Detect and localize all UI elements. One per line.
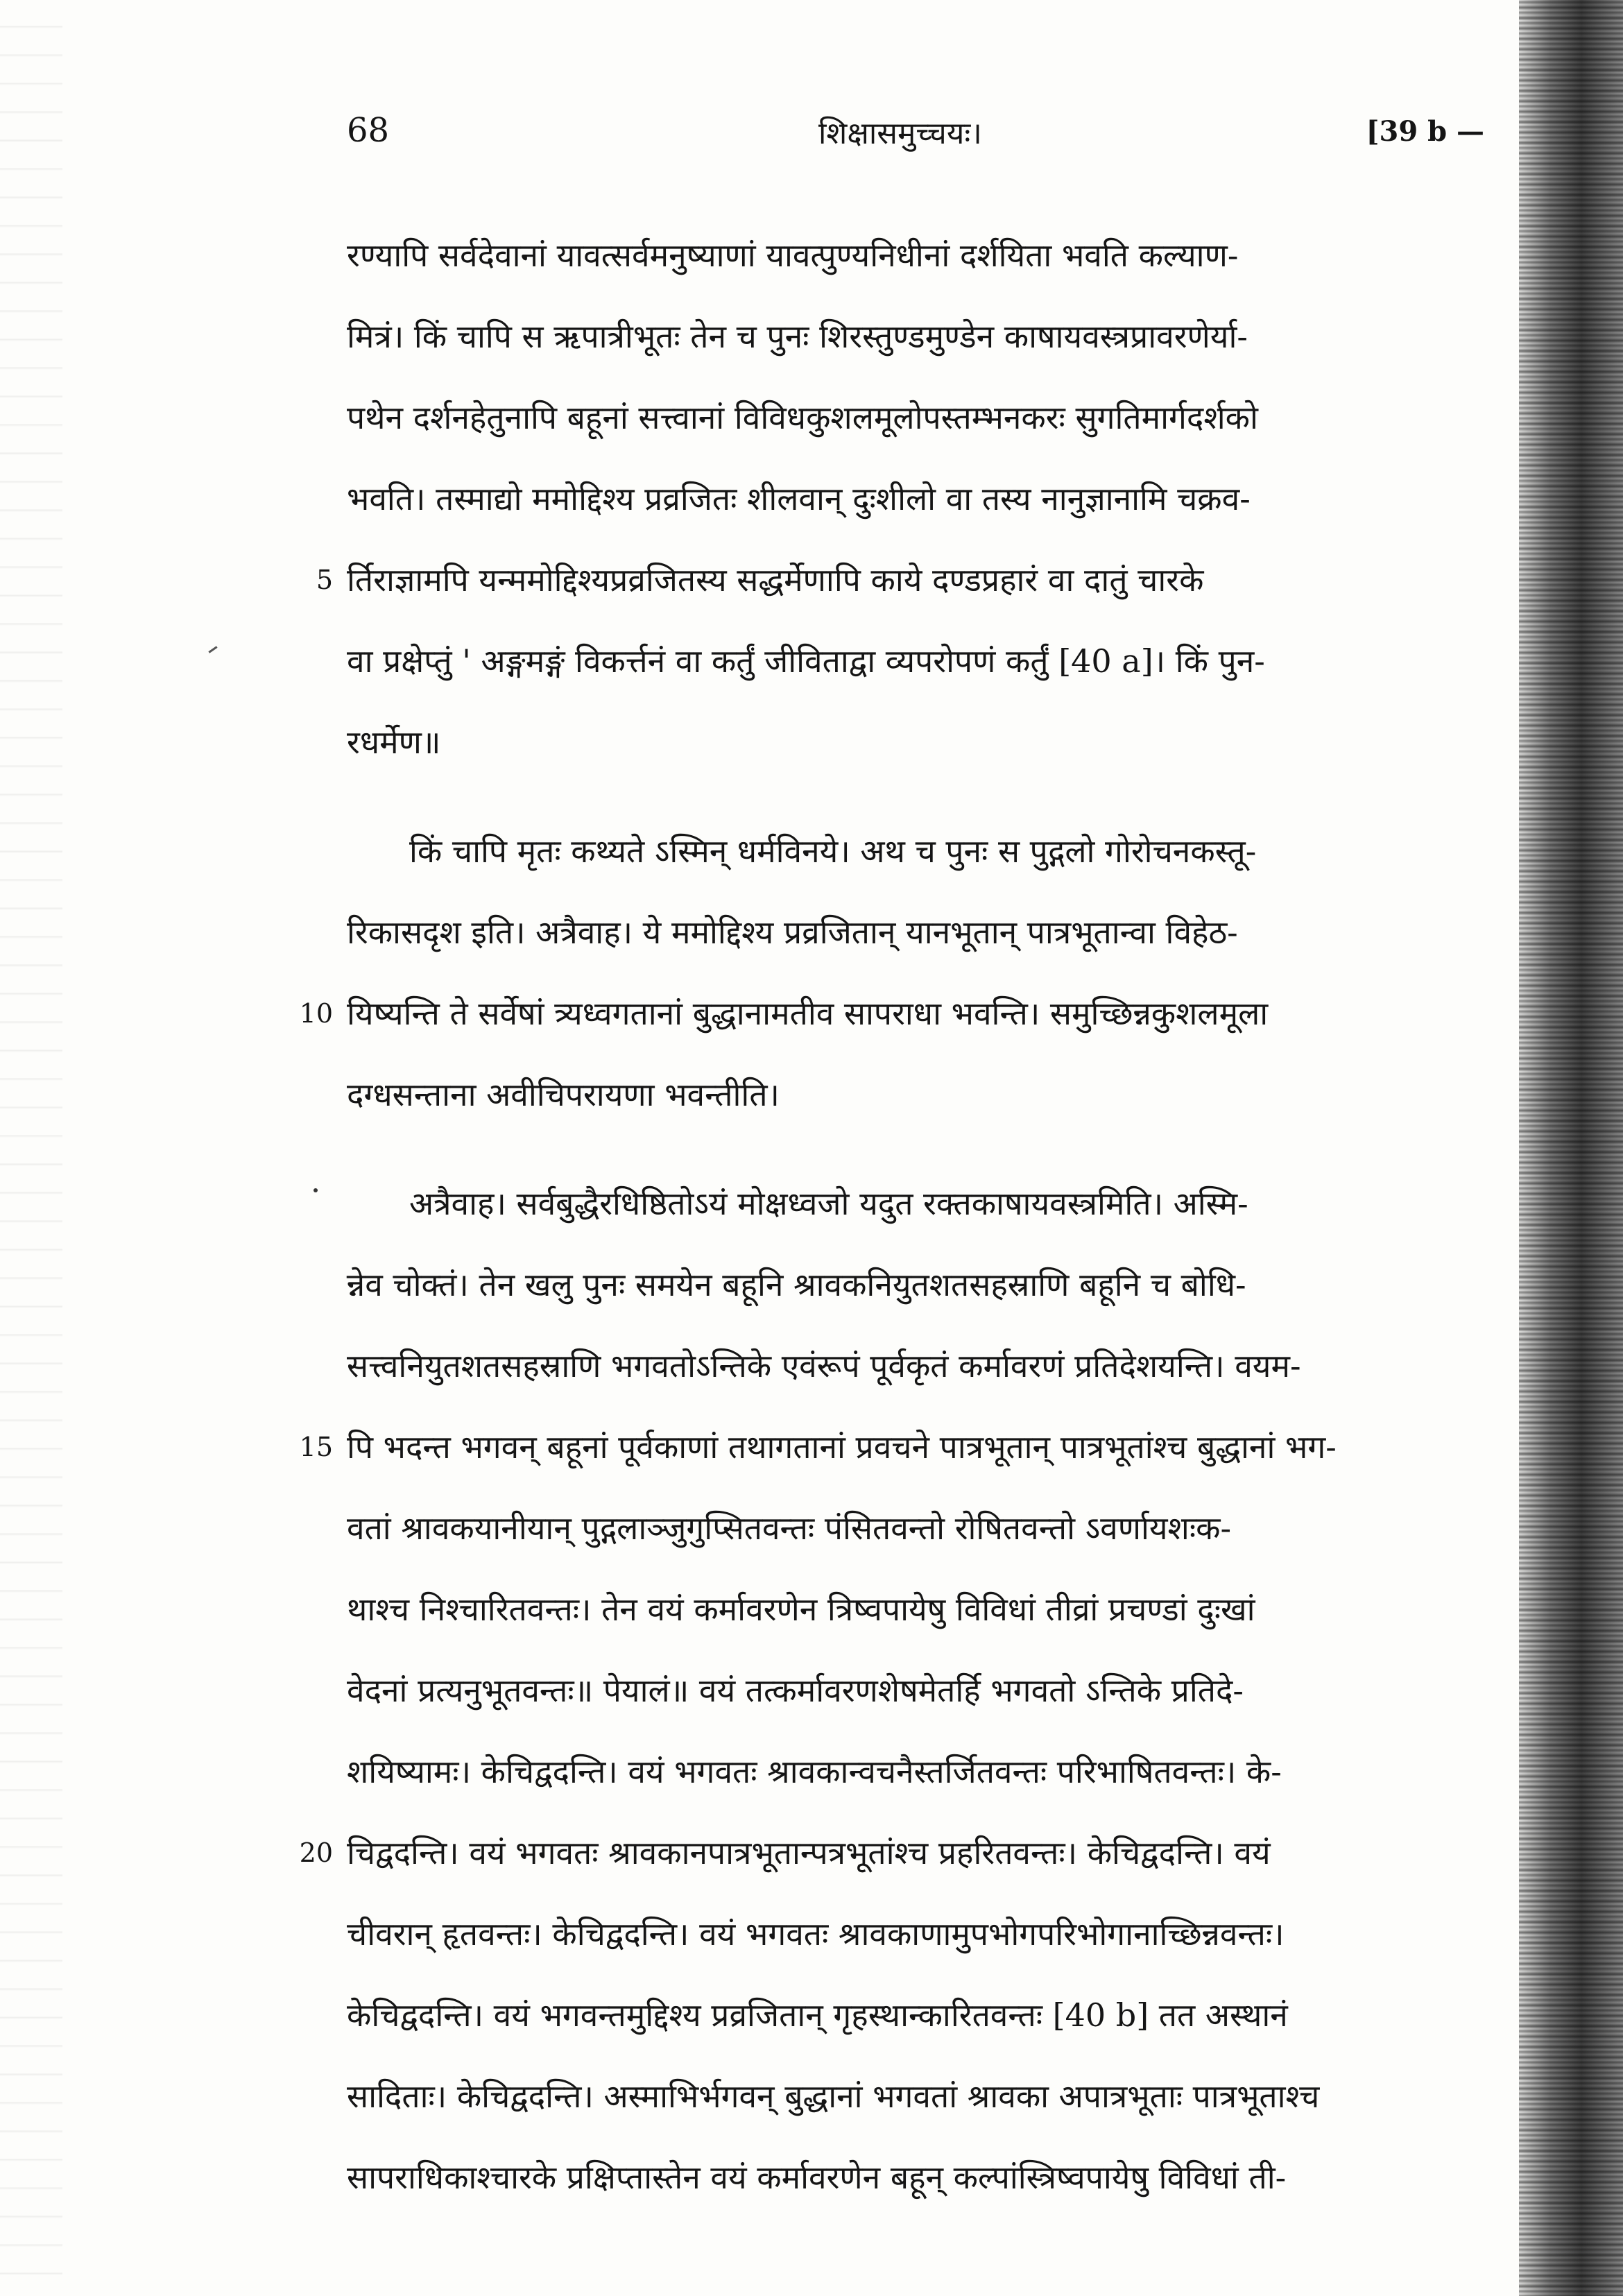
text-line [347,296,1484,377]
text-line [347,2137,1484,2218]
text-line [347,811,1484,892]
text-line [347,1731,1484,1813]
text-line [347,1488,1484,1569]
page-header [347,111,1484,173]
page-body [299,215,1484,2218]
line-text: भवति। तस्माद्यो ममोद्दिश्य प्रव्रजितः शीलवान् दुःशीलो वा तस्य नानुज्ञानामि चक्रव- [347,480,1251,517]
text-line [299,1813,1484,1894]
line-text: न्नेव चोक्तं। तेन खलु पुनः समयेन बहूनि श्रावकनियुतशतसहस्राणि बहूनि च बोधि- [347,1266,1246,1303]
text-line [299,1407,1484,1488]
text-line [347,215,1484,296]
line-text: केचिद्वदन्ति। वयं भगवन्तमुद्दिश्य प्रव्रजितान् गृहस्थान्कारितवन्तः [40 b] तत अस्थानं [347,1996,1288,2034]
text-line [347,1894,1484,1975]
text-line [347,1569,1484,1650]
line-text: पथेन दर्शनहेतुनापि बहूनां सत्त्वानां विविधकुशलमूलोपस्तम्भनकरः सुगतिमार्गदर्शको [347,399,1258,436]
line-text: सादिताः। केचिद्वदन्ति। अस्माभिर्भगवन् बुद्धानां भगवतां श्रावका अपात्रभूताः पात्रभूताश्च [347,2077,1320,2115]
text-line [347,1163,1484,1244]
line-text: र्तिराज्ञामपि यन्ममोद्दिश्यप्रव्रजितस्य सद्धर्मेणापि काये दण्डप्रहारं वा दातुं चारके [347,561,1204,599]
line-text: दग्धसन्ताना अवीचिपरायणा भवन्तीति। [347,1076,780,1113]
text-line [299,973,1484,1054]
margin-tick-mark [208,646,217,653]
text-line [347,1326,1484,1407]
line-text: चिद्वदन्ति। वयं भगवतः श्रावकानपात्रभूतान्पत्रभूतांश्च प्रहरितवन्तः। केचिद्वदन्ति। वयं [347,1834,1271,1871]
scan-left-margin-noise [0,0,62,2296]
line-number: 5 [316,565,333,595]
line-number: 20 [299,1837,333,1868]
text-line [316,540,1484,621]
line-text: चीवरान् हृतवन्तः। केचिद्वदन्ति। वयं भगवतः श्रावकाणामुपभोगपरिभोगानाच्छिन्नवन्तः। [347,1915,1285,1953]
line-text: अत्रैवाह। सर्वबुद्धैरधिष्ठितोऽयं मोक्षध्वजो यदुत रक्तकाषायवस्त्रमिति। अस्मि- [409,1185,1248,1222]
line-text: वा प्रक्षेप्तुं ' अङ्गमङ्गं विकर्त्तनं वा कर्तुं जीविताद्वा व्यपरोपणं कर्तुं [40 a]। किं पुन- [347,642,1265,680]
line-number: 15 [299,1432,333,1462]
text-line [347,1244,1484,1326]
page-number: 68 [347,111,390,150]
text-line [347,1054,1484,1136]
line-text: सत्त्वनियुतशतसहस्राणि भगवतोऽन्तिके एवंरूपं पूर्वकृतं कर्मावरणं प्रतिदेशयन्ति। वयम- [347,1347,1301,1385]
text-line [347,1975,1484,2056]
section-reference: [39 b — [1366,115,1484,148]
margin-dot-mark [314,1188,318,1192]
line-text: किं चापि मृतः कथ्यते ऽस्मिन् धर्मविनये। अथ च पुनः स पुद्गलो गोरोचनकस्तू- [409,832,1257,870]
line-text: सापराधिकाश्चारके प्रक्षिप्तास्तेन वयं कर्मावरणेन बहून् कल्पांस्त्रिष्वपायेषु विविधां ती- [347,2159,1287,2196]
line-text: शयिष्यामः। केचिद्वदन्ति। वयं भगवतः श्रावकान्वचनैस्तर्जितवन्तः परिभाषितवन्तः। के- [347,1753,1282,1790]
text-line [347,2056,1484,2137]
text-line [347,459,1484,540]
line-text: थाश्च निश्चारितवन्तः। तेन वयं कर्मावरणेन त्रिष्वपायेषु विविधां तीव्रां प्रचण्डां दुःखां [347,1591,1255,1628]
line-number: 10 [299,998,333,1029]
text-line [347,892,1484,973]
text-line [347,621,1484,702]
scan-page-edge [1519,0,1623,2296]
line-text: वतां श्रावकयानीयान् पुद्गलाञ्जुगुप्सितवन्तः पंसितवन्तो रोषितवन्तो ऽवर्णायशःक- [347,1509,1231,1547]
line-text: रण्यापि सर्वदेवानां यावत्सर्वमनुष्याणां यावत्पुण्यनिधीनां दर्शयिता भवति कल्याण- [347,237,1239,274]
text-line [347,377,1484,459]
line-text: रधर्मेण॥ [347,723,441,761]
text-line [347,702,1484,783]
line-text: रिकासदृश इति। अत्रैवाह। ये ममोद्दिश्य प्रव्रजितान् यानभूतान् पात्रभूतान्वा विहेठ- [347,914,1238,951]
line-text: यिष्यन्ति ते सर्वेषां त्र्यध्वगतानां बुद्धानामतीव सापराधा भवन्ति। समुच्छिन्नकुशलमूला [347,995,1269,1032]
line-text: मित्रं। किं चापि स ऋपात्रीभूतः तेन च पुनः शिरस्तुण्डमुण्डेन काषायवस्त्रप्रावरणेर्या- [347,318,1248,355]
line-text: पि भदन्त भगवन् बहूनां पूर्वकाणां तथागतानां प्रवचने पात्रभूतान् पात्रभूतांश्च बुद्धानां भग- [347,1428,1337,1466]
line-text: वेदनां प्रत्यनुभूतवन्तः॥ पेयालं॥ वयं तत्कर्मावरणशेषमेतर्हि भगवतो ऽन्तिके प्रतिदे- [347,1672,1244,1709]
running-title: शिक्षासमुच्चयः। [818,116,982,151]
text-line [347,1650,1484,1731]
